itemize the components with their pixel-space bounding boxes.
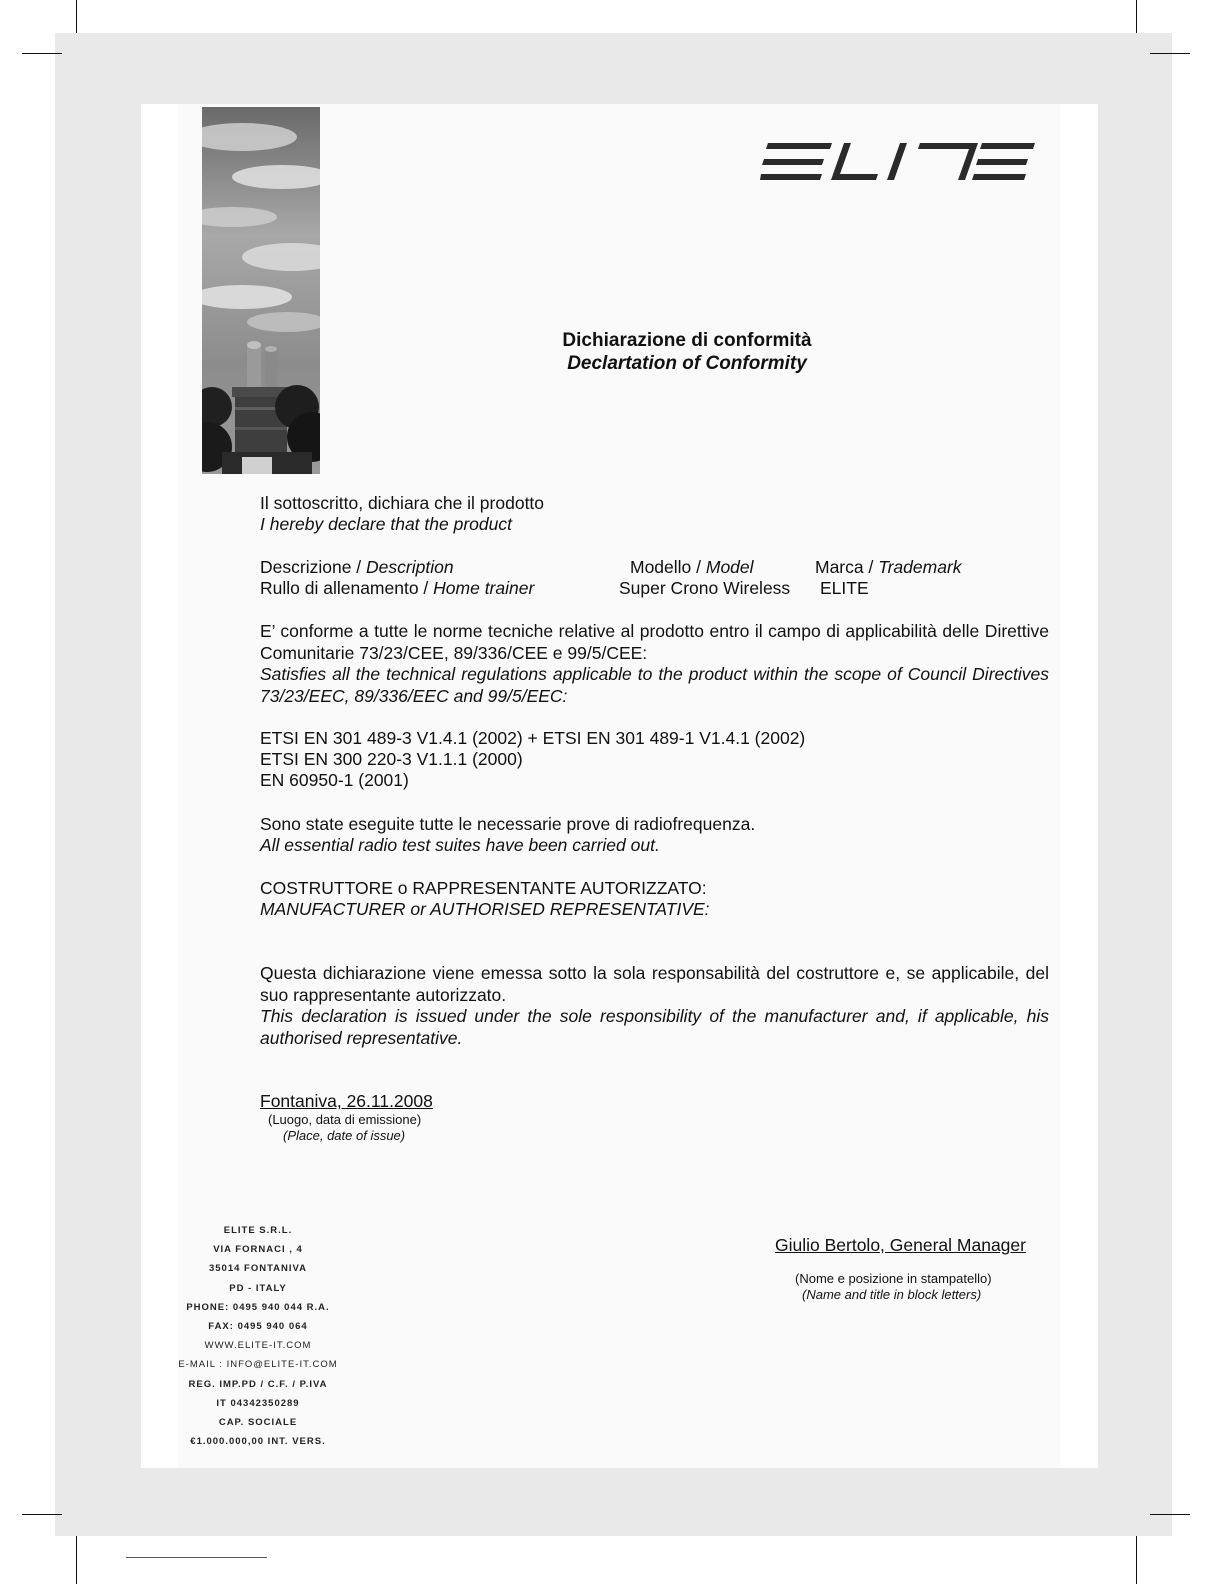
manufacturer-english: MANUFACTURER or AUTHORISED REPRESENTATIVE: xyxy=(260,899,710,919)
address-line: PHONE: 0495 940 044 R.A. xyxy=(186,1301,330,1313)
title-italian: Dichiarazione di conformità xyxy=(562,330,812,351)
trademark-value: ELITE xyxy=(820,578,869,598)
address-line: REG. IMP.PD / C.F. / P.IVA xyxy=(188,1378,328,1390)
standard-item: ETSI EN 301 489-3 V1.4.1 (2002) + ETSI EN 301 489-1 V1.4.1 (2002) xyxy=(260,728,806,748)
crop-mark xyxy=(76,0,77,33)
crop-mark xyxy=(1150,53,1190,54)
intro-english: I hereby declare that the product xyxy=(260,514,512,534)
model-value: Super Crono Wireless xyxy=(619,578,791,598)
title-english: Declartation of Conformity xyxy=(567,353,807,374)
crop-mark xyxy=(1136,0,1137,33)
company-address xyxy=(168,1221,348,1451)
footer-link-line xyxy=(126,1557,267,1558)
place-date-label-english: (Place, date of issue) xyxy=(283,1128,406,1143)
standard-item: ETSI EN 300 220-3 V1.1.1 (2000) xyxy=(260,749,523,769)
crop-mark xyxy=(22,53,62,54)
signature-label-italian: (Nome e posizione in stampatello) xyxy=(795,1271,992,1286)
address-line: FAX: 0495 940 064 xyxy=(208,1320,308,1332)
radio-tests-english: All essential radio test suites have been carried out. xyxy=(260,835,660,855)
place-date-value: Fontaniva, 26.11.2008 xyxy=(260,1091,433,1111)
responsibility-italian: Questa dichiarazione viene emessa sotto la sola responsabilità del costruttore e, se applicabile, del suo rappresentante autorizzato. xyxy=(260,963,1049,1005)
model-label: Modello / Model xyxy=(630,557,754,577)
address-line: IT 04342350289 xyxy=(216,1397,300,1409)
address-line: ELITE S.R.L. xyxy=(223,1225,293,1236)
responsibility-english: This declaration is issued under the sole responsibility of the manufacturer and, if applicable, his authorised representative. xyxy=(260,1006,1049,1048)
manufacturer-italian: COSTRUTTORE o RAPPRESENTANTE AUTORIZZATO: xyxy=(260,878,707,898)
crop-mark xyxy=(22,1514,62,1515)
conformity-english: Satisfies all the technical regulations applicable to the product within the scope of Council Directives 73/23/EEC, 89/336/EEC and 99/5/EEC: xyxy=(260,664,1049,706)
address-line: VIA FORNACI , 4 xyxy=(213,1244,303,1256)
conformity-italian: E’ conforme a tutte le norme tecniche relative al prodotto entro il campo di applicabilità delle Direttive Comunitarie 73/23/CEE, 89/336/CEE e 99/5/CEE: xyxy=(260,621,1049,663)
address-line: CAP. SOCIALE xyxy=(218,1416,298,1428)
signature-name: Giulio Bertolo, General Manager xyxy=(775,1235,1026,1255)
crop-mark xyxy=(76,1536,77,1584)
radio-tests-italian: Sono state eseguite tutte le necessarie prove di radiofrequenza. xyxy=(260,814,756,834)
tower-photo xyxy=(202,107,320,474)
address-line: PD - ITALY xyxy=(229,1282,287,1294)
address-line: WWW.ELITE-IT.COM xyxy=(204,1340,312,1352)
elite-logo xyxy=(760,143,1035,188)
address-line: €1.000.000,00 INT. VERS. xyxy=(190,1436,326,1448)
place-date-label-italian: (Luogo, data di emissione) xyxy=(268,1112,422,1127)
address-line: 35014 FONTANIVA xyxy=(208,1263,308,1275)
standard-item: EN 60950-1 (2001) xyxy=(260,770,409,790)
crop-mark xyxy=(1150,1514,1190,1515)
crop-mark xyxy=(1136,1536,1137,1584)
intro-italian: Il sottoscritto, dichiara che il prodotto xyxy=(260,493,545,513)
description-value: Rullo di allenamento / Home trainer xyxy=(260,578,535,598)
address-line: E-MAIL : INFO@ELITE-IT.COM xyxy=(178,1359,338,1371)
trademark-label: Marca / Trademark xyxy=(815,557,962,577)
description-label: Descrizione / Description xyxy=(260,557,454,577)
signature-label-english: (Name and title in block letters) xyxy=(802,1287,982,1302)
